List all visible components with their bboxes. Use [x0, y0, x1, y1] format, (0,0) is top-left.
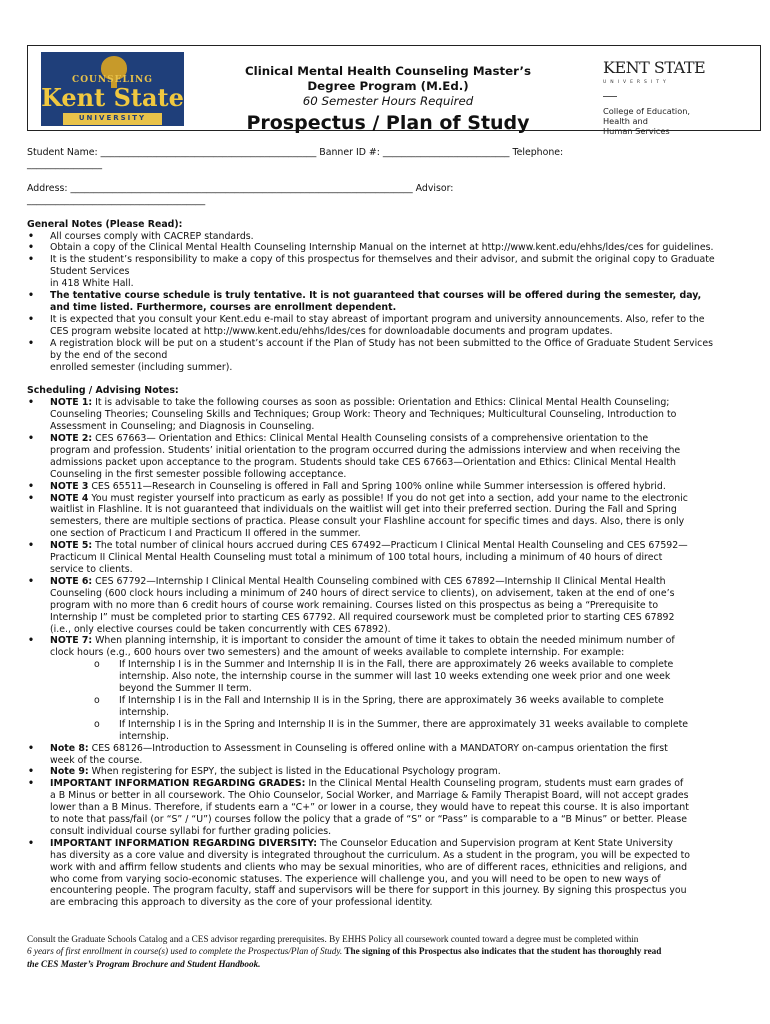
- note-text: The total number of clinical hours accrued during CES 67492—Practicum I Clinical Mental Health Counseling and CES 67592—: [92, 540, 688, 552]
- note-line: [50, 743, 765, 755]
- note-text: Counseling (600 clock hours including a minimum of 240 hours of direct service to clients), on advisement, taken at the end of one’s: [50, 587, 675, 599]
- note-text: Internship I” must be completed prior to starting CES 67792. All required coursework must be completed prior to starting CES 67892: [50, 611, 675, 623]
- program-title-line1: Clinical Mental Health Counseling Master’s: [245, 64, 531, 78]
- note-text: lower than a B Minus. Therefore, if students earn a “C+” or lower in a course, they would have to repeat this course. It is also important: [50, 802, 689, 814]
- note-line: [50, 397, 765, 409]
- program-title-line2: Degree Program (M.Ed.): [307, 79, 469, 93]
- ksu-college-logo: [603, 60, 753, 136]
- note-text: Counseling in the first semester possible following acceptance.: [50, 468, 347, 480]
- note-text: who come from varying socio-economic statuses. The experience will challenge you, and you will need to be open to new ways of: [50, 873, 661, 885]
- ksu-university: UNIVERSITY: [603, 80, 670, 85]
- note-line: • All courses comply with CACREP standards.: [50, 230, 254, 242]
- general-notes-heading: General Notes (Please Read):: [27, 218, 183, 230]
- general-note-item: [27, 314, 765, 338]
- note-line: [50, 564, 765, 576]
- note-line: [50, 433, 765, 445]
- note-text: encountering people. The program faculty, staff and supervisors will be there for support in this journey. By signing this prospectus you: [50, 885, 687, 897]
- ksu-name: KENT STATE: [603, 58, 706, 77]
- note-line: [50, 624, 765, 636]
- logo-arc-text: COUNSELING: [72, 75, 153, 85]
- program-subtitle: 60 Semester Hours Required: [302, 94, 474, 108]
- page-title: Prospectus / Plan of Study: [246, 112, 530, 134]
- college-name: [603, 106, 753, 136]
- note-line: enrolled semester (including summer).: [50, 361, 233, 373]
- note-line: [50, 576, 765, 588]
- sub-line: o If Internship I is in the Summer and Internship II is in the Fall, there are approximately 26 weeks available to complete: [119, 659, 674, 671]
- note-label: NOTE 4: [50, 492, 89, 504]
- scheduling-note-item: [27, 540, 765, 576]
- note-text: clock hours (e.g., 600 hours over two semesters) and the amount of weeks available to complete internship. For example:: [50, 647, 625, 659]
- address-advisor-line: Address: _________________________________________________________________________ Advisor:: [27, 182, 454, 194]
- note-line: [50, 885, 765, 897]
- college-line: College of Education,: [603, 105, 691, 116]
- note-text: Practicum II Clinical Mental Health Counseling must total a minimum of 100 total hours, including a minimum of 40 hours of direct: [50, 552, 663, 564]
- note-text: semesters, there are multiple sections of practica. Please consult your Flashline account for specific times and days. Also, there is only: [50, 516, 685, 528]
- ksu-divider: [603, 96, 617, 97]
- note-text: Counseling Theories; Counseling Skills and Techniques; Group Work: Theory and Techniques; Multicultural Counseling, Introduction to: [50, 409, 677, 421]
- note-line: [50, 826, 765, 838]
- student-info-line-cont: ________________: [27, 158, 102, 170]
- note-line: [50, 445, 765, 457]
- note-label: IMPORTANT INFORMATION REGARDING GRADES:: [50, 778, 306, 790]
- note-line: Student Services: [50, 266, 130, 278]
- note-line: [50, 647, 765, 659]
- note-line: [50, 457, 765, 469]
- note-line: [50, 862, 765, 874]
- note-line: • The tentative course schedule is truly tentative. It is not guaranteed that courses will be offered during the semester, day,: [50, 290, 702, 302]
- note-line: • It is the student’s responsibility to make a copy of this prospectus for themselves and their advisor, and submit the original copy to Graduate: [50, 254, 715, 266]
- note-label: NOTE 2:: [50, 433, 93, 445]
- note-line: and time listed. Furthermore, courses are enrollment dependent.: [50, 301, 397, 313]
- scheduling-heading: Scheduling / Advising Notes:: [27, 385, 179, 397]
- note-text: one section of Practicum I and Practicum II offered in the summer.: [50, 528, 361, 540]
- note-line: [50, 802, 765, 814]
- note-line: by the end of the second: [50, 349, 168, 361]
- note-label: Note 8:: [50, 742, 89, 754]
- note-line: [50, 516, 765, 528]
- note-text: work with and affirm fellow students and clients who may be sexual minorities, who are of different races, ethnicities and religions, and: [50, 861, 688, 873]
- note-line: [50, 540, 765, 552]
- note-line: [50, 612, 765, 624]
- address-advisor-line-cont: ______________________________________: [27, 194, 206, 206]
- footer-line3-text: the CES Master’s Program Brochure and Student Handbook.: [27, 958, 261, 969]
- college-line: Health and: [603, 115, 648, 126]
- scheduling-note-item: [27, 743, 765, 767]
- title-block: [188, 64, 588, 135]
- note-text: CES 68126—Introduction to Assessment in Counseling is offered online with a MANDATORY on-campus orientation the first: [88, 742, 668, 754]
- sub-line: internship. Also note, the internship course in the summer will last 10 weeks extending one week prior and one week: [119, 671, 671, 683]
- note-line: [50, 409, 765, 421]
- note-text: Assessment in Counseling; and Diagnosis in Counseling.: [50, 421, 315, 433]
- note-line: in 418 White Hall.: [50, 278, 134, 290]
- note-label: NOTE 6:: [50, 575, 93, 587]
- note-line: • Obtain a copy of the Clinical Mental Health Counseling Internship Manual on the internet at http://www.kent.edu/ehhs/ldes/ces for guidelines.: [50, 242, 714, 254]
- note-label: NOTE 3: [50, 480, 89, 492]
- note-text: program with no more than 6 credit hours of course work remaining. Courses listed on this prospectus as being a “Prerequisite to: [50, 599, 659, 611]
- note-text: waitlist in Flashline. It is not guaranteed that individuals on the waitlist will get into their preferred section. During the Fall and Spring: [50, 504, 677, 516]
- general-note-item: [27, 231, 765, 243]
- footer-line2-italic: 6 years of first enrollment in course(s) used to complete the Prospectus/Plan of Study.: [27, 946, 343, 957]
- note-line: [50, 838, 765, 850]
- sub-bullet-item: [27, 719, 765, 743]
- student-info-line: Student Name: ______________________________________________ Banner ID #: ___________________________ Telephone:: [27, 147, 564, 158]
- note-text: CES 65511—Research in Counseling is offered in Fall and Spring 100% online while Summer intersession is offered hybrid.: [88, 480, 666, 492]
- general-note-item: [27, 254, 765, 290]
- note-line: [50, 814, 765, 826]
- note-line: [50, 600, 765, 612]
- sub-line: internship.: [119, 706, 169, 718]
- note-line: [50, 897, 765, 909]
- note-text: program and profession. Students’ initial orientation to the program occurred during the admissions interview and when receiving the: [50, 444, 681, 456]
- footer-line1: Consult the Graduate Schools Catalog and a CES advisor regarding prerequisites. By EHHS Policy all coursework counted toward a degree must be completed within: [27, 934, 639, 944]
- header-box: [27, 45, 761, 136]
- note-line: CES program website located at http://www.kent.edu/ehhs/ldes/ces for downloadable documents and program updates.: [50, 325, 613, 337]
- document-body: [27, 147, 765, 909]
- note-label: NOTE 1:: [50, 397, 93, 409]
- scheduling-note-item: [27, 766, 765, 778]
- note-line: [50, 552, 765, 564]
- note-text: When registering for ESPY, the subject is listed in the Educational Psychology program.: [88, 766, 501, 778]
- note-line: [50, 588, 765, 600]
- kent-state-counseling-logo: [41, 52, 184, 126]
- note-text: CES 67663— Orientation and Ethics: Clinical Mental Health Counseling consists of a comprehensive orientation to the: [92, 433, 649, 445]
- scheduling-note-item: [27, 481, 765, 493]
- note-line: • It is expected that you consult your Kent.edu e-mail to stay abreast of important program and university announcements. Also, refer to the: [50, 313, 705, 325]
- note-text: are embracing this approach to diversity as the core of your professional identity.: [50, 897, 433, 909]
- note-label: NOTE 7:: [50, 635, 93, 647]
- general-note-item: [27, 338, 765, 374]
- general-note-item: [27, 242, 765, 254]
- scheduling-note-item: [27, 635, 765, 659]
- sub-line: o If Internship I is in the Spring and Internship II is in the Summer, there are approximately 31 weeks available to complete: [119, 718, 689, 730]
- note-text: consult individual course syllabi for further grading policies.: [50, 825, 332, 837]
- note-text: The Counselor Education and Supervision program at Kent State University: [317, 837, 673, 849]
- note-line: [50, 778, 765, 790]
- note-line: [50, 528, 765, 540]
- footer-line2: [27, 945, 747, 957]
- note-text: In the Clinical Mental Health Counseling program, students must earn grades of: [305, 778, 684, 790]
- scheduling-notes-list: [27, 397, 765, 909]
- note-text: When planning internship, it is important to consider the amount of time it takes to obtain the needed minimum number of: [92, 635, 675, 647]
- scheduling-note-item: [27, 576, 765, 636]
- scheduling-note-item: [27, 838, 765, 909]
- note-line: [50, 766, 765, 778]
- note-line: [50, 635, 765, 647]
- note-line: [50, 481, 765, 493]
- footer-line3: [27, 958, 747, 970]
- note-text: a B Minus or better in all coursework. The Ohio Counselor, Social Worker, and Marriage & Family Therapist Board, will not accept grades: [50, 790, 689, 802]
- note-line: [50, 850, 765, 862]
- note-text: admissions packet upon acceptance to the program. Students should take CES 67663—Orientation and Ethics: Clinical Mental Health: [50, 456, 676, 468]
- note-text: week of the course.: [50, 754, 143, 766]
- footer-line2-bold: The signing of this Prospectus also indicates that the student has thoroughly read: [342, 946, 662, 957]
- note-text: You must register yourself into practicum as early as possible! If you do not get into a section, add your name to the electronic: [88, 492, 688, 504]
- sub-line: beyond the Summer II term.: [119, 683, 252, 695]
- note-text: to note that pass/fail (or “S” / “U”) courses follow the policy that a grade of “S” or “Pass” is comparable to a “B Minus” or better. Please: [50, 814, 688, 826]
- note-label: NOTE 5:: [50, 540, 93, 552]
- note-line: [50, 469, 765, 481]
- note-label: IMPORTANT INFORMATION REGARDING DIVERSITY:: [50, 837, 318, 849]
- college-line: Human Services: [603, 125, 670, 136]
- note-line: [50, 874, 765, 886]
- note-label: Note 9:: [50, 766, 89, 778]
- note-text: It is advisable to take the following courses as soon as possible: Orientation and Ethics: Clinical Mental Health Counseling;: [92, 397, 670, 409]
- note-text: service to clients.: [50, 564, 133, 575]
- note-text: (i.e., only elective courses could be taken concurrently with CES 67892).: [50, 623, 391, 635]
- logo-ribbon: UNIVERSITY: [63, 113, 162, 125]
- note-line: [50, 421, 765, 433]
- general-notes-list: [27, 231, 765, 374]
- general-note-item: [27, 290, 765, 314]
- note-line: [50, 493, 765, 505]
- note-line: [50, 790, 765, 802]
- scheduling-note-item: [27, 433, 765, 481]
- note-line: • A registration block will be put on a student’s account if the Plan of Study has not been submitted to the Office of Graduate Student Services: [50, 337, 713, 349]
- scheduling-note-item: [27, 493, 765, 541]
- note-line: [50, 504, 765, 516]
- note-text: has diversity as a core value and diversity is integrated throughout the curriculum. As a student in the program, you will be expected to: [50, 849, 690, 861]
- sub-bullet-item: [27, 659, 765, 695]
- logo-wordmark: Kent State: [41, 83, 184, 112]
- scheduling-note-item: [27, 397, 765, 433]
- sub-bullet-item: [27, 695, 765, 719]
- note-line: [50, 755, 765, 767]
- footer: [27, 933, 747, 970]
- scheduling-note-item: [27, 778, 765, 838]
- sub-line: o If Internship I is in the Fall and Internship II is in the Spring, there are approximately 36 weeks available to complete: [119, 694, 664, 706]
- note-text: CES 67792—Internship I Clinical Mental Health Counseling combined with CES 67892—Internship II Clinical Mental Health: [92, 575, 666, 587]
- sub-line: internship.: [119, 730, 169, 742]
